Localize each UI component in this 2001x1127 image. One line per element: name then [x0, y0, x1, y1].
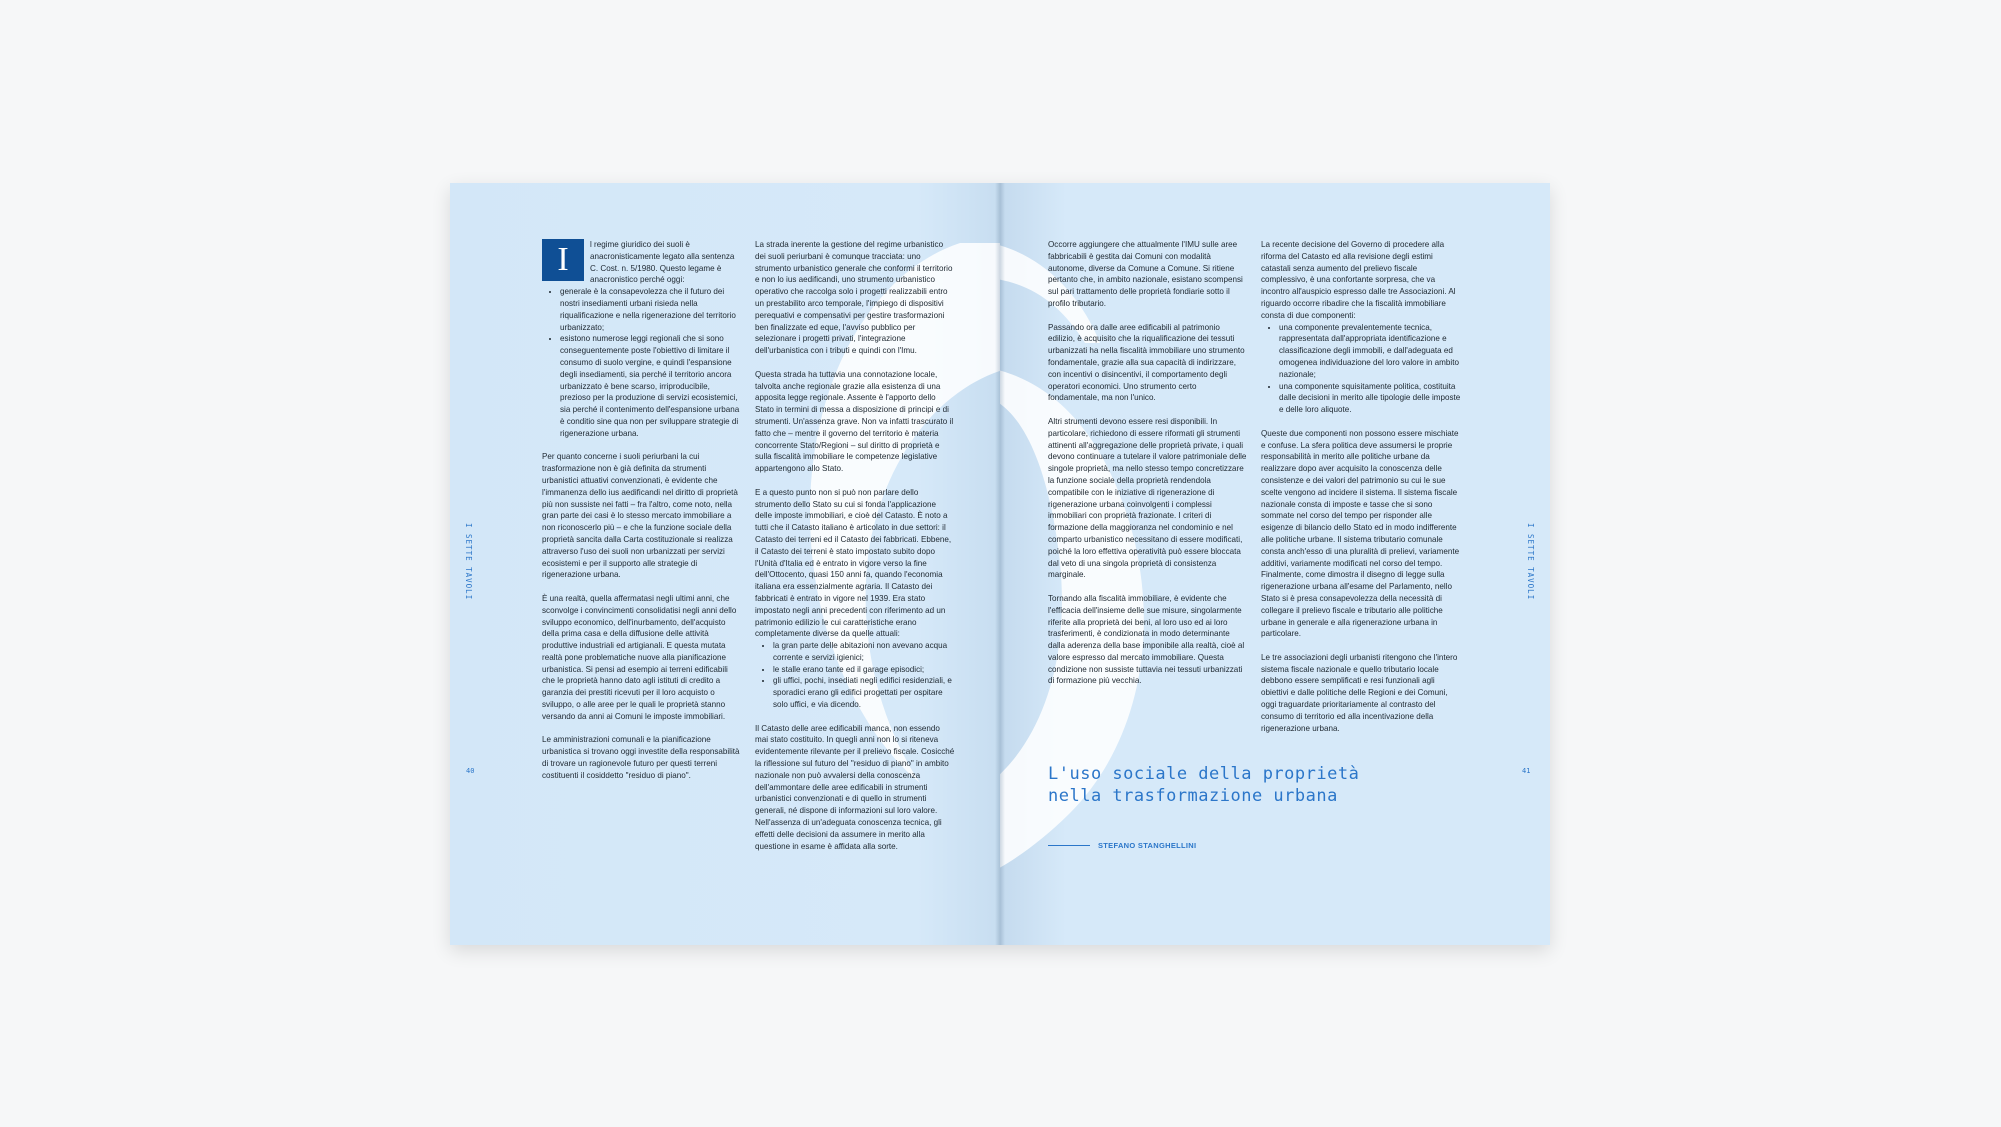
list-item: • le stalle erano tante ed il garage episodici;: [773, 664, 955, 676]
author-rule: [1048, 845, 1090, 846]
running-head: I SETTE TAVOLI: [464, 523, 473, 601]
list-item: • esistono numerose leggi regionali che si sono conseguentemente poste l'obiettivo di limitare il consumo di suolo vergine, e quindi l'espansione degli insediamenti, sia perché il territorio ancora urbanizzato è bene scarso, irriproducibile, prezioso per la produzione di servizi ecosistemici, sia perché il contenimento dell'espansione urbana è conditio sine qua non per sviluppare strategie di rigenerazione urbana.: [560, 333, 742, 439]
paragraph: Le amministrazioni comunali e la pianificazione urbanistica si trovano oggi investite della responsabilità di trovare un ragionevole futuro per questi terreni costituenti il cosiddetto "residuo di piano".: [542, 735, 740, 780]
list-item: • generale è la consapevolezza che il futuro dei nostri insediamenti urbani risieda nella riqualificazione e nella rigenerazione del territorio urbanizzato;: [560, 286, 742, 333]
page-number: 41: [1522, 767, 1531, 775]
article-title: L'uso sociale della proprietà nella trasformazione urbana: [1048, 764, 1360, 806]
bullet-list: [542, 286, 742, 439]
paragraph: Questa strada ha tuttavia una connotazione locale, talvolta anche regionale grazie alla esistenza di una apposita legge regionale. Assente è l'apporto dello Stato in termini di messa a disposizione di principi e di strumenti. Un'assenza grave. Non va infatti trascurato il fatto che – mentre il governo del territorio è materia concorrente Stato/Regioni – sul diritto di proprietà e sulla fiscalità immobiliare le competenze legislative appartengono allo Stato.: [755, 369, 954, 474]
paragraph: Per quanto concerne i suoli periurbani la cui trasformazione non è già definita da strumenti urbanistici attuativi convenzionati, è evidente che l'immanenza dello ius aedificandi nel diritto di proprietà più non sussiste nei fatti – fra l'altro, come noto, nella gran parte dei casi è lo stesso mercato immobiliare a non riconoscerlo più – e che la funzione sociale della proprietà sancita dalla Carta costituzionale si realizza attraverso l'uso dei suoli non urbanizzati per servizi ecosistemi e per il supporto alle strategie di rigenerazione urbana.: [542, 452, 738, 580]
list-item: • una componente prevalentemente tecnica, rappresentata dall'appropriata identificazione e classificazione degli immobili, e dall'adeguata ed omogenea individuazione del loro valore in ambito nazionale;: [1279, 322, 1461, 381]
drop-cap: I: [542, 239, 584, 281]
paragraph: Il Catasto delle aree edificabili manca, non essendo mai stato costituito. In quegli anni non lo si riteneva evidentemente rilevante per il prelievo fiscale. Cosicché la riflessione sul futuro del "residuo di piano" in ambito nazionale non può avvalersi della conoscenza dell'ammontare delle aree edificabili in strumenti urbanistici convenzionati e di quello in strumenti generali, né dispone di informazioni sul loro valore. Nell'assenza di un'adeguata conoscenza tecnica, gli effetti delle decisioni da assumere in merito alla questione in esame è affidata alla sorte.: [755, 723, 955, 851]
list-item: • una componente squisitamente politica, costituita dalle decisioni in merito alle tipologie delle imposte e delle loro aliquote.: [1279, 381, 1461, 416]
column-1: [542, 239, 742, 793]
paragraph: Le tre associazioni degli urbanisti ritengono che l'intero sistema fiscale nazionale e quello tributario locale debbono essere semplificati e resi funzionali agli obiettivi e dalle politiche delle Regioni e dei Comuni, oggi traguardate prioritariamente al contrasto del consumo di territorio ed alla incentivazione della rigenerazione urbana.: [1261, 652, 1458, 733]
bullet-list: [755, 640, 955, 711]
intro-text: l regime giuridico dei suoli è anacronisticamente legato alla sentenza C. Cost. n. 5/1980. Questo legame è anacronistico perché oggi:: [590, 240, 735, 285]
paragraph: Occorre aggiungere che attualmente l'IMU sulle aree fabbricabili è gestita dai Comuni con modalità autonome, diverse da Comune a Comune. Si ritiene pertanto che, in ambito nazionale, esistano scompensi sul pari trattamento delle proprietà fondiarie sotto il profilo tributario.: [1048, 240, 1243, 308]
paragraph: Queste due componenti non possono essere mischiate e confuse. La sfera politica deve assumersi le proprie responsabilità in merito alle politiche urbane da realizzare dopo aver acquisito la conoscenza delle consistenze e dei valori del patrimonio su cui le sue scelte vengono ad incidere il sistema. Il sistema fiscale nazionale consta di imposte e tasse che si sono sommate nel corso del tempo per risponder alle esigenze di bilancio dello Stato ed in modo indifferente alle politiche urbane. Il sistema tributario comunale consta anch'esso di una pluralità di prelievi, variamente additivi, variamente modificati nel corso del tempo. Finalmente, come dimostra il disegno di legge sulla rigenerazione urbana all'esame del Parlamento, nello Stato si è presa consapevolezza della necessità di collegare il prelievo fiscale e tributario alle politiche urbane in generale e alla rigenerazione urbana in particolare.: [1261, 428, 1460, 639]
list-item: • gli uffici, pochi, insediati negli edifici residenziali, e sporadici erano gli edifici progettati per ospitare solo uffici, e via dicendo.: [773, 675, 955, 710]
paragraph: Passando ora dalle aree edificabili al patrimonio edilizio, è acquisito che la riqualificazione dei tessuti urbanizzati ha nella fiscalità immobiliare uno strumento fondamentale, grazie alla sua capacità di indirizzare, con incentivi o disincentivi, il comportamento degli operatori economici. Uno strumento certo fondamentale, ma non l'unico.: [1048, 322, 1245, 403]
left-page: [450, 183, 1000, 945]
paragraph: La strada inerente la gestione del regime urbanistico dei suoli periurbani è comunque tracciata: uno strumento urbanistico generale che conformi il territorio e non lo ius aedificandi, uno strumento urbanistico operativo che raccolga solo i progetti realizzabili entro un prestabilito arco temporale, l'impiego di dispositivi perequativi e compensativi per gestire trasformazioni ben finalizzate ed eque, l'avviso pubblico per selezionare i progetti privati, l'integrazione dell'urbanistica con i tributi e quindi con l'Imu.: [755, 240, 953, 356]
running-head: I SETTE TAVOLI: [1526, 523, 1535, 601]
author-name: STEFANO STANGHELLINI: [1098, 841, 1197, 850]
paragraph: È una realtà, quella affermatasi negli ultimi anni, che sconvolge i convincimenti consolidatisi negli anni dello sviluppo economico, dell'inurbamento, dell'acquisto della prima casa e della diffusione delle attività produttive industriali ed artigianali. E questa mutata realtà pone problematiche nuove alla pianificazione urbanistica. Si pensi ad esempio ai terreni edificabili che le proprietà hanno dato agli istituti di credito a garanzia dei prestiti ricevuti per il loro acquisto o sviluppo, o alle aree per le quali le proprietà stanno versando da anni ai Comuni le imposte immobiliari.: [542, 593, 737, 721]
column-1: [1048, 239, 1248, 699]
paragraph: Tornando alla fiscalità immobiliare, è evidente che l'efficacia dell'insieme delle sue misure, singolarmente riferite alla proprietà dei beni, al loro uso ed ai loro trasferimenti, è condizionata in modo determinante dalla aderenza della base imponibile alla realtà, cioè al valore espresso dal mercato immobiliare. Questa condizione non sussiste tuttavia nei tessuti urbanizzati di formazione più vecchia.: [1048, 593, 1245, 686]
paragraph: Altri strumenti devono essere resi disponibili. In particolare, richiedono di essere riformati gli strumenti attinenti all'aggregazione delle proprietà private, i quali devono continuare a tutelare il valore patrimoniale delle singole proprietà, ma nello stesso tempo concretizzare la funzione sociale della proprietà rendendola compatibile con le iniziative di rigenerazione di rigenerazione urbana coinvolgenti i complessi immobiliari con proprietà frazionate. I criteri di formazione della maggioranza nel condominio e nel comparto urbanistico necessitano di essere modificati, poiché la loro effettiva operatività può essere bloccata dal veto di una singola proprietà di consistenza marginale.: [1048, 416, 1247, 580]
column-2: [755, 239, 955, 864]
page-number: 40: [466, 767, 475, 775]
paragraph: La recente decisione del Governo di procedere alla riforma del Catasto ed alla revisione degli estimi catastali senza aumento del prelievo fiscale complessivo, è una confortante sorpresa, che va incontro all'auspicio espresso dalle tre Associazioni. Al riguardo occorre ribadire che la fiscalità immobiliare consta di due componenti:: [1261, 240, 1456, 320]
right-page: [1000, 183, 1550, 945]
spine-gutter: [995, 183, 1005, 945]
column-2: [1261, 239, 1461, 746]
magazine-spread: [450, 183, 1550, 945]
paragraph: E a questo punto non si può non parlare dello strumento dello Stato su cui si fonda l'applicazione delle imposte immobiliari, e cioè del Catasto. È noto a tutti che il Catasto italiano è articolato in due settori: il Catasto dei terreni ed il Catasto dei fabbricati. Ebbene, il Catasto dei terreni è stato impostato subito dopo l'Unità d'Italia ed è entrato in vigore verso la fine dell'Ottocento, quasi 150 anni fa, quando l'economia italiana era essenzialmente agraria. Il Catasto dei fabbricati è entrato in vigore nel 1939. Era stato impostato negli anni precedenti con riferimento ad un patrimonio edilizio le cui caratteristiche erano completamente diverse da quelle attuali:: [755, 487, 952, 639]
list-item: • la gran parte delle abitazioni non avevano acqua corrente e servizi igienici;: [773, 640, 955, 664]
bullet-list: [1261, 322, 1461, 416]
